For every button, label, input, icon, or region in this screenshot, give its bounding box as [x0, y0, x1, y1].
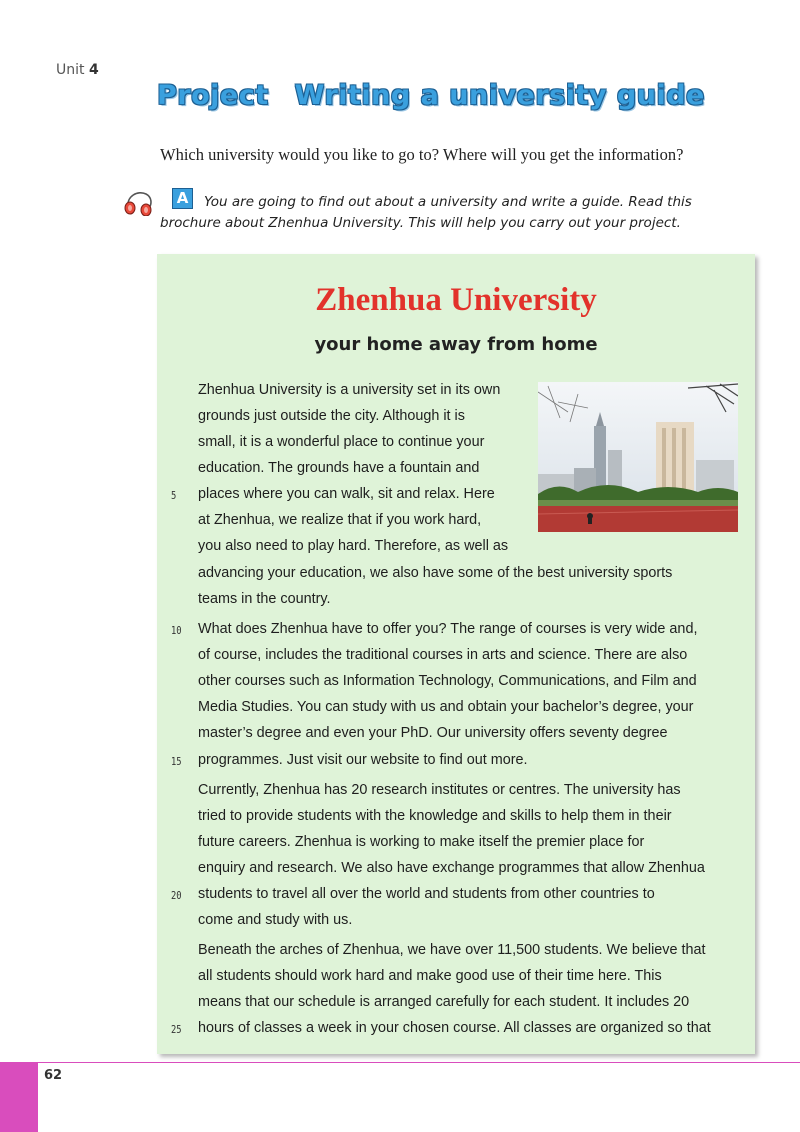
body-line: Currently, Zhenhua has 20 research institutes or centres. The university has: [198, 782, 681, 798]
body-line: at Zhenhua, we realize that if you work hard,: [198, 512, 482, 528]
body-line: Beneath the arches of Zhenhua, we have over 11,500 students. We believe that: [198, 942, 706, 958]
body-line: you also need to play hard. Therefore, as well as: [198, 538, 509, 554]
campus-photo: [538, 382, 738, 532]
title-topic: Writing a university guide: [294, 80, 705, 111]
body-line: hours of classes a week in your chosen course. All classes are organized so that: [198, 1020, 711, 1036]
line-number: 25: [171, 1023, 182, 1036]
body-line: What does Zhenhua have to offer you? The range of courses is very wide and,: [198, 621, 698, 637]
body-line: come and study with us.: [198, 912, 353, 928]
body-line: education. The grounds have a fountain and: [198, 460, 480, 476]
body-line: students to travel all over the world and students from other countries to: [198, 886, 655, 902]
body-line: tried to provide students with the knowledge and skills to help them in their: [198, 808, 672, 824]
title-project: Project: [157, 80, 269, 111]
footer-color-tab: [0, 1062, 38, 1132]
body-line: small, it is a wonderful place to continue your: [198, 434, 485, 450]
line-number: 20: [171, 889, 182, 902]
line-number: 15: [171, 755, 182, 768]
page-number: 62: [44, 1068, 63, 1083]
body-line: advancing your education, we also have some of the best university sports: [198, 565, 673, 581]
section-a-badge: A: [172, 188, 193, 209]
body-line: teams in the country.: [198, 591, 331, 607]
brochure-subtitle: your home away from home: [314, 334, 598, 355]
body-line: enquiry and research. We also have exchange programmes that allow Zhenhua: [198, 860, 705, 876]
body-line: places where you can walk, sit and relax. Here: [198, 486, 495, 502]
body-line: Zhenhua University is a university set in its own: [198, 382, 501, 398]
footer-rule: [0, 1062, 800, 1063]
unit-number: 4: [88, 62, 99, 78]
body-line: future careers. Zhenhua is working to make itself the premier place for: [198, 834, 645, 850]
unit-prefix: Unit: [56, 62, 85, 78]
body-line: all students should work hard and make good use of their time here. This: [198, 968, 662, 984]
body-line: master’s degree and even your PhD. Our university offers seventy degree: [198, 725, 668, 741]
task-instruction: You are going to find out about a university and write a guide. Read this brochure about Zhenhua University. This will help you carry out your project.: [160, 194, 692, 231]
body-line: programmes. Just visit our website to find out more.: [198, 752, 528, 768]
brochure-title: Zhenhua University: [315, 282, 597, 318]
body-line: grounds just outside the city. Although it is: [198, 408, 465, 424]
intro-question: Which university would you like to go to? Where will you get the information?: [160, 145, 684, 164]
body-line: other courses such as Information Technology, Communications, and Film and: [198, 673, 697, 689]
page-title: [157, 80, 705, 111]
line-number: 5: [171, 489, 177, 502]
line-number: 10: [171, 624, 182, 637]
body-line: means that our schedule is arranged carefully for each student. It includes 20: [198, 994, 690, 1010]
body-line: of course, includes the traditional courses in arts and science. There are also: [198, 647, 688, 663]
unit-label: [56, 62, 99, 78]
body-line: Media Studies. You can study with us and obtain your bachelor’s degree, your: [198, 699, 694, 715]
